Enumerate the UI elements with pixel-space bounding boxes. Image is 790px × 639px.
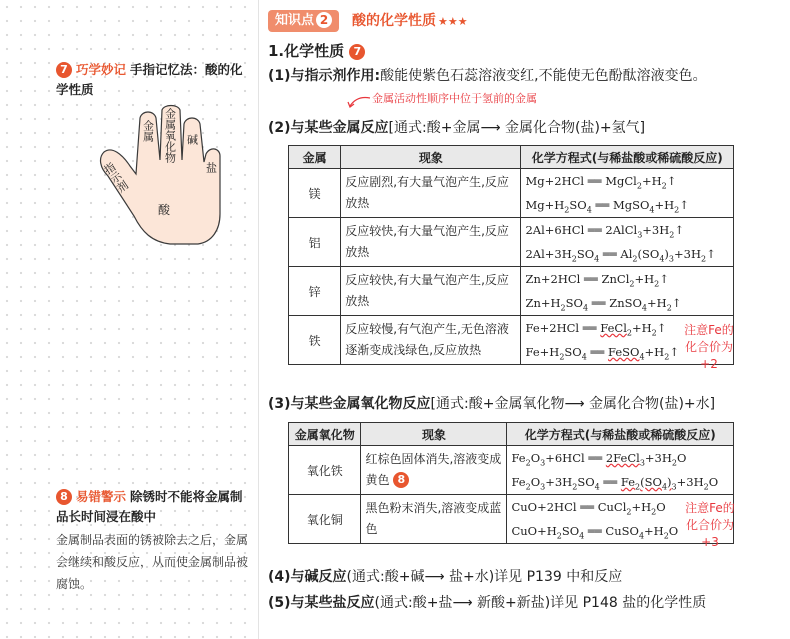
- hand-palm: 酸: [158, 203, 171, 217]
- phenomenon-cell: 反应较快,有大量气泡产生,反应放热: [341, 218, 521, 267]
- equation-cell: [521, 218, 734, 267]
- tip2-number-badge: 8: [56, 489, 72, 505]
- tip1-text: 手指记忆法：酸的化学性质: [56, 62, 243, 97]
- oxide-reaction-table: [288, 422, 734, 544]
- equation: $Fe_2O_3+3H_2SO_4$ ══ $Fe_2(SO_4)_3+3H_2O$: [511, 475, 719, 492]
- equation: $Mg+H_2SO_4$ ══ $MgSO_4+H_2↑$: [525, 198, 689, 215]
- property-3: [268, 392, 783, 416]
- table-row: [289, 495, 734, 544]
- tip1-number-badge: 7: [56, 62, 72, 78]
- equation: 2Al+6HCl ══ $2AlCl_3+3H_2↑$: [525, 223, 684, 240]
- section-number-badge: 7: [349, 44, 365, 60]
- property-5-body: (通式:酸+盐⟶ 新酸+新盐)详见 P148 盐的化学性质: [374, 595, 707, 611]
- metal-cell: 锌: [289, 267, 341, 316]
- hand-finger-5: 盐: [204, 162, 218, 173]
- phenomenon-cell: 黑色粉末消失,溶液变成蓝色: [361, 495, 507, 544]
- hand-finger-4: 碱: [185, 134, 199, 145]
- property-4: [268, 565, 783, 589]
- equation-cell: [521, 267, 734, 316]
- property-1-body: 酸能使紫色石蕊溶液变红,不能使无色酚酞溶液变色。: [380, 68, 707, 84]
- table-row: [289, 169, 734, 218]
- tip1-title: [56, 60, 252, 100]
- property-3-body: [通式:酸+金属氧化物⟶ 金属化合物(盐)+水]: [430, 396, 716, 412]
- table-row: [289, 218, 734, 267]
- metal-cell: 镁: [289, 169, 341, 218]
- property-2-head: (2)与某些金属反应: [268, 120, 389, 136]
- hand-finger-1: 指示剂: [100, 160, 131, 195]
- star-rating-icon: ★★★: [438, 15, 468, 28]
- kp-label: 知识点: [275, 13, 315, 28]
- equation-cell: [521, 169, 734, 218]
- property-2-body: [通式:酸+金属⟶ 金属化合物(盐)+氢气]: [388, 120, 646, 136]
- tip2-title: [56, 487, 252, 527]
- table-header-cell: 现象: [341, 146, 521, 169]
- equation: CuO+2HCl ══ $CuCl_2+H_2O$: [511, 500, 666, 517]
- knowledge-point-badge: [268, 10, 339, 32]
- column-divider: [258, 0, 259, 639]
- metal-annotation: 金属活动性顺序中位于氢前的金属: [372, 92, 537, 105]
- fe2-note: 注意Fe的化合价为+2: [684, 323, 734, 371]
- table-header-cell: 金属: [289, 146, 341, 169]
- phenomenon-cell: 反应剧烈,有大量气泡产生,反应放热: [341, 169, 521, 218]
- equation: $Zn+H_2SO_4$ ══ $ZnSO_4+H_2↑$: [525, 296, 682, 313]
- metal-cell: 铁: [289, 316, 341, 365]
- equation: $Fe+H_2SO_4$ ══ $FeSO_4+H_2↑$: [525, 345, 679, 362]
- table-header-row: [289, 146, 734, 169]
- phenomenon-cell: [361, 446, 507, 495]
- table-row: [289, 446, 734, 495]
- table-header-cell: 化学方程式(与稀盐酸或稀硫酸反应): [507, 423, 734, 446]
- warning-number-badge: 8: [393, 472, 409, 488]
- kp-number: 2: [316, 12, 332, 28]
- equation: Zn+2HCl ══ $ZnCl_2+H_2↑$: [525, 272, 669, 289]
- phenomenon-cell: 反应较慢,有气泡产生,无色溶液逐渐变成浅绿色,反应放热: [341, 316, 521, 365]
- section-title: [268, 40, 365, 62]
- table-header-cell: 化学方程式(与稀盐酸或稀硫酸反应): [521, 146, 734, 169]
- kp-title: [352, 10, 468, 33]
- tip1-label: 巧学妙记: [76, 62, 127, 77]
- equation: $Fe_2O_3+6HCl$ ══ $2FeCl_3+3H_2O$: [511, 451, 687, 468]
- equation: Mg+2HCl ══ $MgCl_2+H_2↑$: [525, 174, 677, 191]
- section-title-text: 1.化学性质: [268, 42, 345, 60]
- property-4-head: (4)与碱反应: [268, 569, 347, 585]
- table-header-cell: 现象: [361, 423, 507, 446]
- hand-illustration: [94, 104, 226, 250]
- metal-reaction-table: [288, 145, 734, 365]
- equation: Fe+2HCl ══ $FeCl_2+H_2↑$: [525, 321, 667, 338]
- oxide-cell: 氧化铜: [289, 495, 361, 544]
- property-5: [268, 591, 783, 615]
- table-header-row: [289, 423, 734, 446]
- phenomenon-cell: 反应较快,有大量气泡产生,反应放热: [341, 267, 521, 316]
- oxide-cell: 氧化铁: [289, 446, 361, 495]
- kp-title-text: 酸的化学性质: [352, 13, 436, 29]
- table-row: [289, 267, 734, 316]
- property-5-head: (5)与某些盐反应: [268, 595, 375, 611]
- fe3-note: 注意Fe的化合价为+3: [685, 501, 735, 549]
- property-1-head: (1)与指示剂作用:: [268, 68, 381, 84]
- property-1: [268, 64, 783, 88]
- hand-finger-2: 金属: [141, 120, 155, 142]
- metal-cell: 铝: [289, 218, 341, 267]
- table-header-cell: 金属氧化物: [289, 423, 361, 446]
- tip2-label: 易错警示: [76, 489, 127, 504]
- annotation-arrow-icon: [344, 92, 372, 110]
- property-2: [268, 116, 783, 140]
- equation: $CuO+H_2SO_4$ ══ $CuSO_4+H_2O$: [511, 524, 679, 541]
- equation: $2Al+3H_2SO_4$ ══ $Al_2(SO_4)_3+3H_2↑$: [525, 247, 716, 264]
- property-3-head: (3)与某些金属氧化物反应: [268, 396, 431, 412]
- phenomenon-text: 红棕色固体消失,溶液变成黄色: [365, 452, 502, 487]
- table-row: [289, 316, 734, 365]
- property-4-body: (通式:酸+碱⟶ 盐+水)详见 P139 中和反应: [346, 569, 623, 585]
- tip2-text: 除锈时不能将金属制品长时间浸在酸中: [56, 489, 243, 524]
- equation-cell: [507, 446, 734, 495]
- tip2-body: 金属制品表面的锈被除去之后，金属会继续和酸反应，从而使金属制品被腐蚀。: [56, 533, 249, 591]
- hand-finger-3: 金属氧化物: [163, 108, 177, 163]
